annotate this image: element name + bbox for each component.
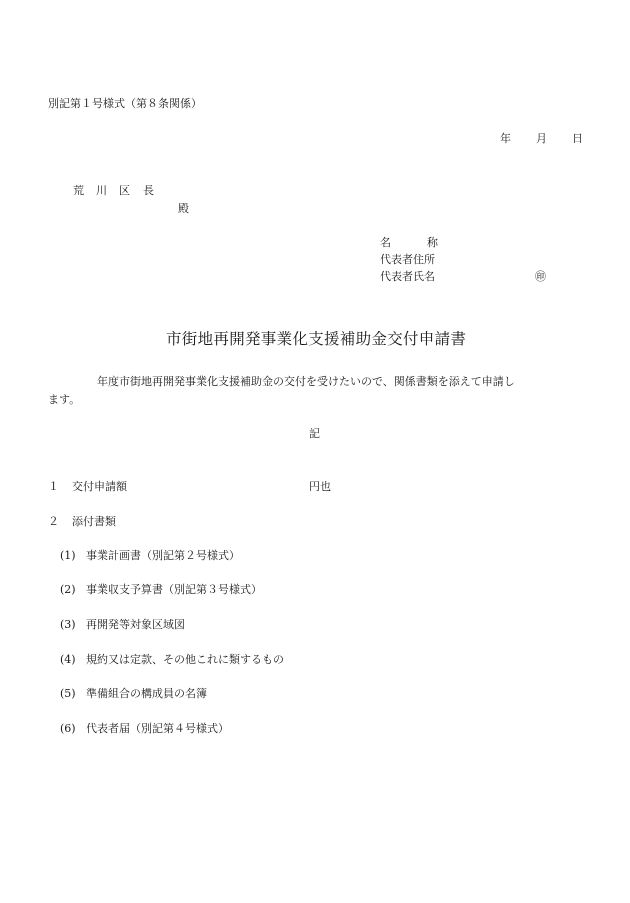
item1-label: 交付申請額 <box>72 480 127 493</box>
seal-mark: ㊞ <box>535 270 546 283</box>
applicant-address-label: 代表者住所 <box>380 253 435 266</box>
date-year-label: 年 <box>500 132 511 145</box>
item1-number: １ <box>48 480 59 493</box>
body-line-2: ます。 <box>48 393 81 406</box>
addressee-char-1: 荒 <box>73 184 84 197</box>
applicant-name-char-2: 称 <box>427 236 438 249</box>
attachment-text: 事業収支予算書（別記第３号様式） <box>86 583 262 596</box>
addressee-char-3: 区 <box>119 184 130 197</box>
applicant-rep-name-label: 代表者氏名 <box>380 270 435 283</box>
item2-label: 添付書類 <box>72 515 116 528</box>
attachment-number: (5) <box>60 687 76 700</box>
date-month-label: 月 <box>536 132 547 145</box>
document-title: 市街地再開発事業化支援補助金交付申請書 <box>166 330 467 348</box>
attachment-text: 規約又は定款、その他これに類するもの <box>86 653 284 666</box>
attachment-number: (6) <box>60 722 76 735</box>
attachment-text: 準備組合の構成員の名簿 <box>86 687 207 700</box>
addressee-char-2: 川 <box>96 184 107 197</box>
form-label: 別記第１号様式（第８条関係） <box>48 97 202 110</box>
item2-number: ２ <box>48 515 59 528</box>
body-line-1: 年度市街地再開発事業化支援補助金の交付を受けたいので、関係書類を添えて申請し <box>97 375 515 388</box>
attachment-text: 再開発等対象区域図 <box>86 618 185 631</box>
attachment-number: (3) <box>60 618 76 631</box>
item1-unit: 円也 <box>309 480 331 493</box>
attachment-number: (4) <box>60 653 76 666</box>
addressee-char-4: 長 <box>143 184 154 197</box>
attachment-number: (1) <box>60 549 76 562</box>
attachment-number: (2) <box>60 583 76 596</box>
attachment-text: 事業計画書（別記第２号様式） <box>86 549 240 562</box>
applicant-name-char-1: 名 <box>380 236 391 249</box>
addressee-honorific: 殿 <box>178 202 189 215</box>
ki-heading: 記 <box>309 427 320 440</box>
date-day-label: 日 <box>572 132 583 145</box>
attachment-text: 代表者届（別記第４号様式） <box>86 722 229 735</box>
